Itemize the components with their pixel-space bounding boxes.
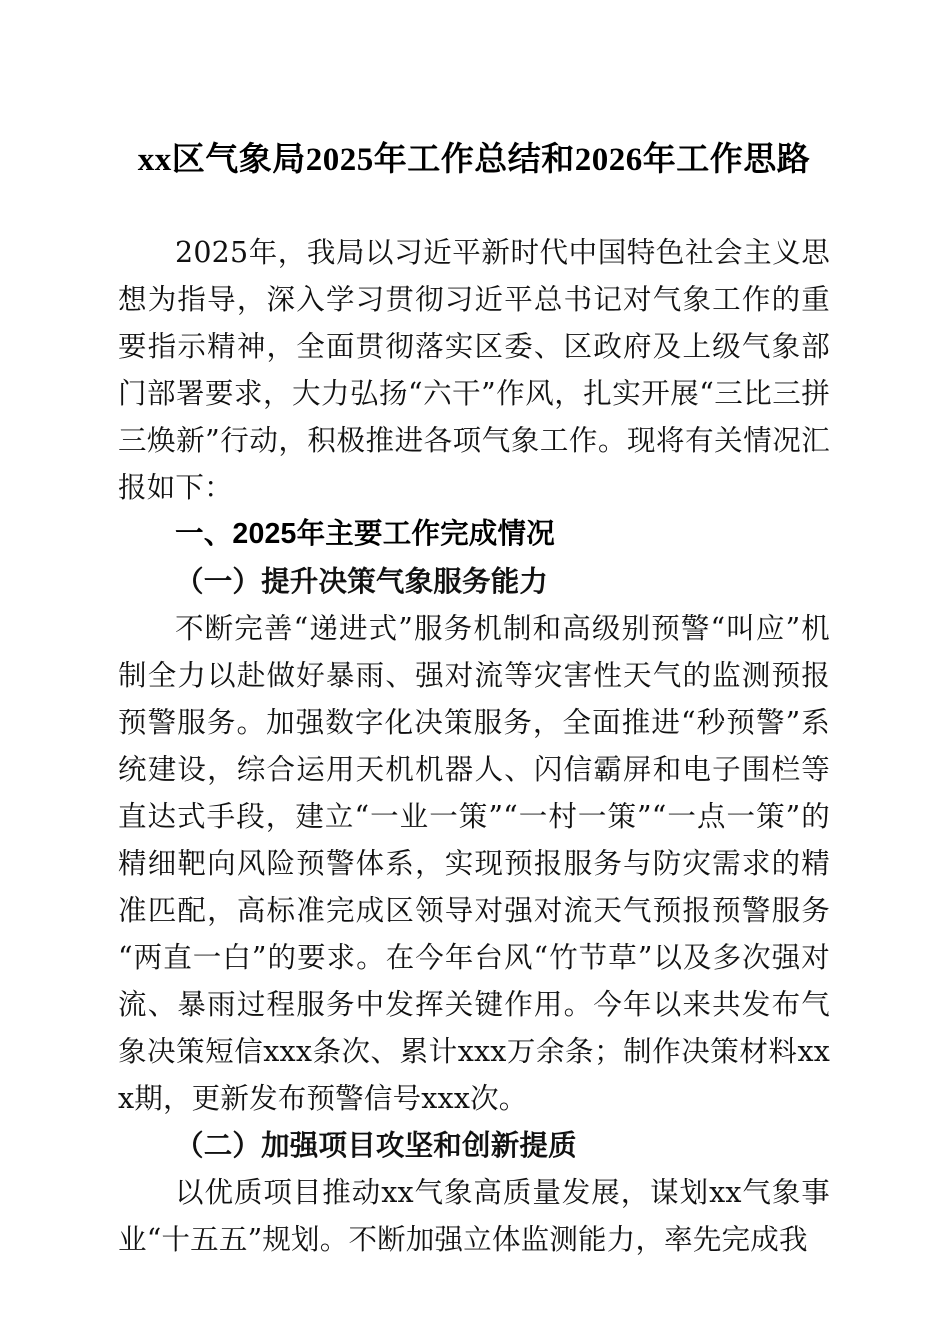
subsection-heading-two: （二）加强项目攻坚和创新提质 [175,1128,577,1162]
paragraph-intro: 2025年，我局以习近平新时代中国特色社会主义思想为指导，深入学习贯彻习近平总书记对气象工作的重要指示精神，全面贯彻落实区委、区政府及上级气象部门部署要求，大力弘扬“六干”作风，扎实开展“三比三拼三焕新”行动，积极推进各项气象工作。现将有关情况汇报如下： [118,236,830,504]
page-title: xx区气象局2025年工作总结和2026年工作思路 [137,142,811,178]
paragraph-section-one-body: 不断完善“递进式”服务机制和高级别预警“叫应”机制全力以赴做好暴雨、强对流等灾害性天气的监测预报预警服务。加强数字化决策服务，全面推进“秒预警”系统建设，综合运用天机机器人、闪信霸屏和电子围栏等直达式手段，建立“一业一策”“一村一策”“一点一策”的精细靶向风险预警体系，实现预报服务与防灾需求的精准匹配，高标准完成区领导对强对流天气预报预警服务“两直一白”的要求。在今年台风“竹节草”以及多次强对流、暴雨过程服务中发挥关键作用。今年以来共发布气象决策短信xxx条次、累计xxx万余条；制作决策材料xxx期，更新发布预警信号xxx次。 [118,612,830,1115]
subsection-heading-one: （一）提升决策气象服务能力 [175,564,549,598]
paragraph-section-two-body: 以优质项目推动xx气象高质量发展，谋划xx气象事业“十五五”规划。不断加强立体监测能力，率先完成我 [118,1176,830,1256]
section-heading-level1: 一、2025年主要工作完成情况 [175,518,555,550]
document-content [118,0,830,1263]
